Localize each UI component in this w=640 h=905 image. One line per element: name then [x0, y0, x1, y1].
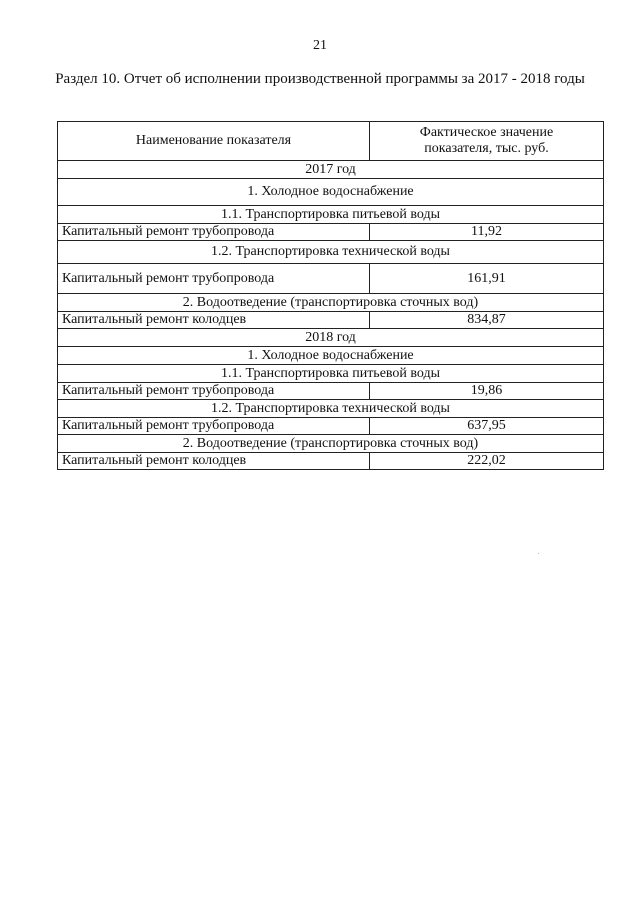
indicator-value: 222,02 — [370, 453, 604, 470]
table-row — [58, 453, 604, 470]
subgroup-row — [58, 400, 604, 418]
scan-speck — [538, 553, 539, 554]
indicator-name: Капитальный ремонт трубопровода — [58, 418, 370, 435]
group-label: 1. Холодное водоснабжение — [58, 347, 604, 365]
indicator-name: Капитальный ремонт колодцев — [58, 312, 370, 329]
group-row — [58, 347, 604, 365]
year-row-2017 — [58, 161, 604, 179]
subgroup-row — [58, 241, 604, 264]
indicator-value: 11,92 — [370, 224, 604, 241]
report-table — [57, 121, 604, 470]
header-value-line1: Фактическое значение — [419, 125, 554, 140]
group-label: 1. Холодное водоснабжение — [58, 179, 604, 206]
indicator-name: Капитальный ремонт трубопровода — [58, 264, 370, 294]
subgroup-row — [58, 365, 604, 383]
indicator-value: 161,91 — [370, 264, 604, 294]
group-label: 2. Водоотведение (транспортировка сточных вод) — [58, 435, 604, 453]
subgroup-label: 1.2. Транспортировка технической воды — [58, 400, 604, 418]
header-name: Наименование показателя — [58, 122, 370, 161]
table-row — [58, 264, 604, 294]
table-row — [58, 224, 604, 241]
subgroup-row — [58, 206, 604, 224]
group-row — [58, 179, 604, 206]
table-row — [58, 418, 604, 435]
page-number: 21 — [313, 38, 327, 53]
year-row-2018 — [58, 329, 604, 347]
group-label: 2. Водоотведение (транспортировка сточных вод) — [58, 294, 604, 312]
header-value-line2: показателя, тыс. руб. — [424, 141, 549, 156]
indicator-name: Капитальный ремонт трубопровода — [58, 224, 370, 241]
table-header-row — [58, 122, 604, 161]
subgroup-label: 1.2. Транспортировка технической воды — [58, 241, 604, 264]
group-row — [58, 435, 604, 453]
subgroup-label: 1.1. Транспортировка питьевой воды — [58, 206, 604, 224]
year-label: 2017 год — [58, 161, 604, 179]
section-title: Раздел 10. Отчет об исполнении производственной программы за 2017 - 2018 годы — [55, 71, 585, 87]
indicator-value: 637,95 — [370, 418, 604, 435]
indicator-value: 19,86 — [370, 383, 604, 400]
table-row — [58, 383, 604, 400]
table-row — [58, 312, 604, 329]
header-value — [370, 122, 604, 161]
indicator-name: Капитальный ремонт трубопровода — [58, 383, 370, 400]
indicator-name: Капитальный ремонт колодцев — [58, 453, 370, 470]
subgroup-label: 1.1. Транспортировка питьевой воды — [58, 365, 604, 383]
indicator-value: 834,87 — [370, 312, 604, 329]
group-row — [58, 294, 604, 312]
year-label: 2018 год — [58, 329, 604, 347]
